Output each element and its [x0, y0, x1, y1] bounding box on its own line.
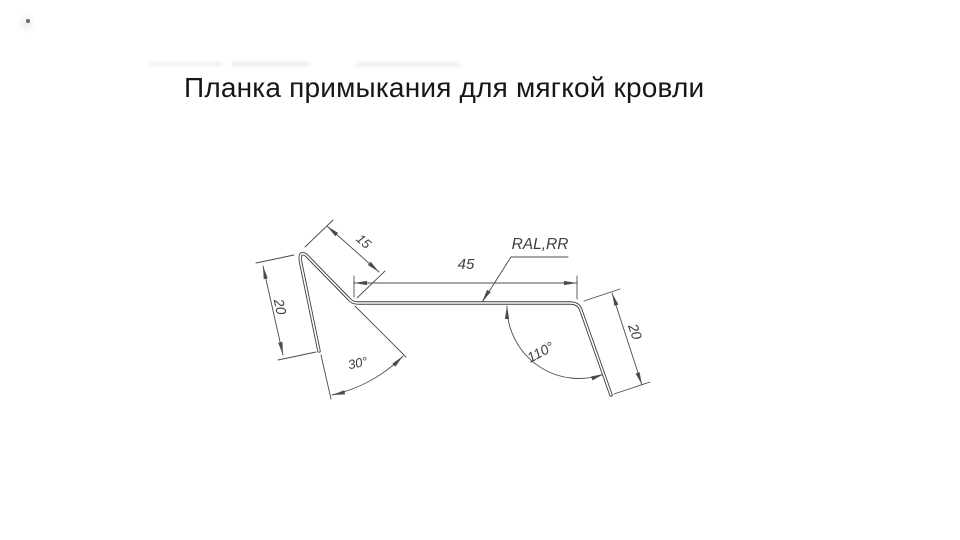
dimension-arrowheads — [263, 226, 642, 395]
profile-outline — [300, 254, 611, 395]
page-title: Планка примыкания для мягкой кровли — [184, 72, 705, 103]
angle-30-arrowhead — [392, 356, 403, 367]
dim-label-45: 45 — [457, 255, 475, 273]
dim-label-20-right: 20 — [625, 321, 646, 342]
angle-110-arc — [507, 306, 604, 378]
dim-20-left-extension-b — [278, 352, 316, 360]
dim-20-right-extension-b — [614, 382, 650, 394]
dim-45-arrowhead — [354, 281, 367, 285]
coating-label: RAL,RR — [511, 236, 569, 254]
angle-30-leg-extension-b — [355, 306, 406, 357]
angle-30-leg-extension-a — [321, 355, 331, 399]
dim-45-arrowhead — [564, 281, 577, 285]
dim-label-20-left: 20 — [270, 297, 290, 317]
dim-20-left-extension-a — [256, 255, 294, 263]
angle-110-arrowhead — [505, 306, 509, 319]
dim-15-extension-a — [305, 220, 333, 247]
dim-15-extension-b — [357, 271, 385, 298]
dim-20-left-arrowhead — [278, 342, 283, 355]
dim-label-15: 15 — [353, 230, 375, 252]
angle-label-30: 30° — [346, 353, 369, 373]
dim-15-arrowhead — [327, 226, 338, 236]
angle-label-110: 110° — [524, 338, 557, 366]
angle-110-arrowhead — [591, 374, 604, 380]
dim-15-arrowhead — [368, 262, 379, 272]
coating-leader-arrowhead — [482, 290, 491, 302]
dim-20-right-arrowhead — [636, 372, 642, 385]
dim-20-right-arrowhead — [612, 293, 618, 306]
dim-20-left-arrowhead — [263, 266, 268, 279]
angle-30-arrowhead — [332, 390, 345, 395]
dimension-lines — [256, 220, 650, 399]
profile-inner-highlight — [300, 254, 611, 395]
